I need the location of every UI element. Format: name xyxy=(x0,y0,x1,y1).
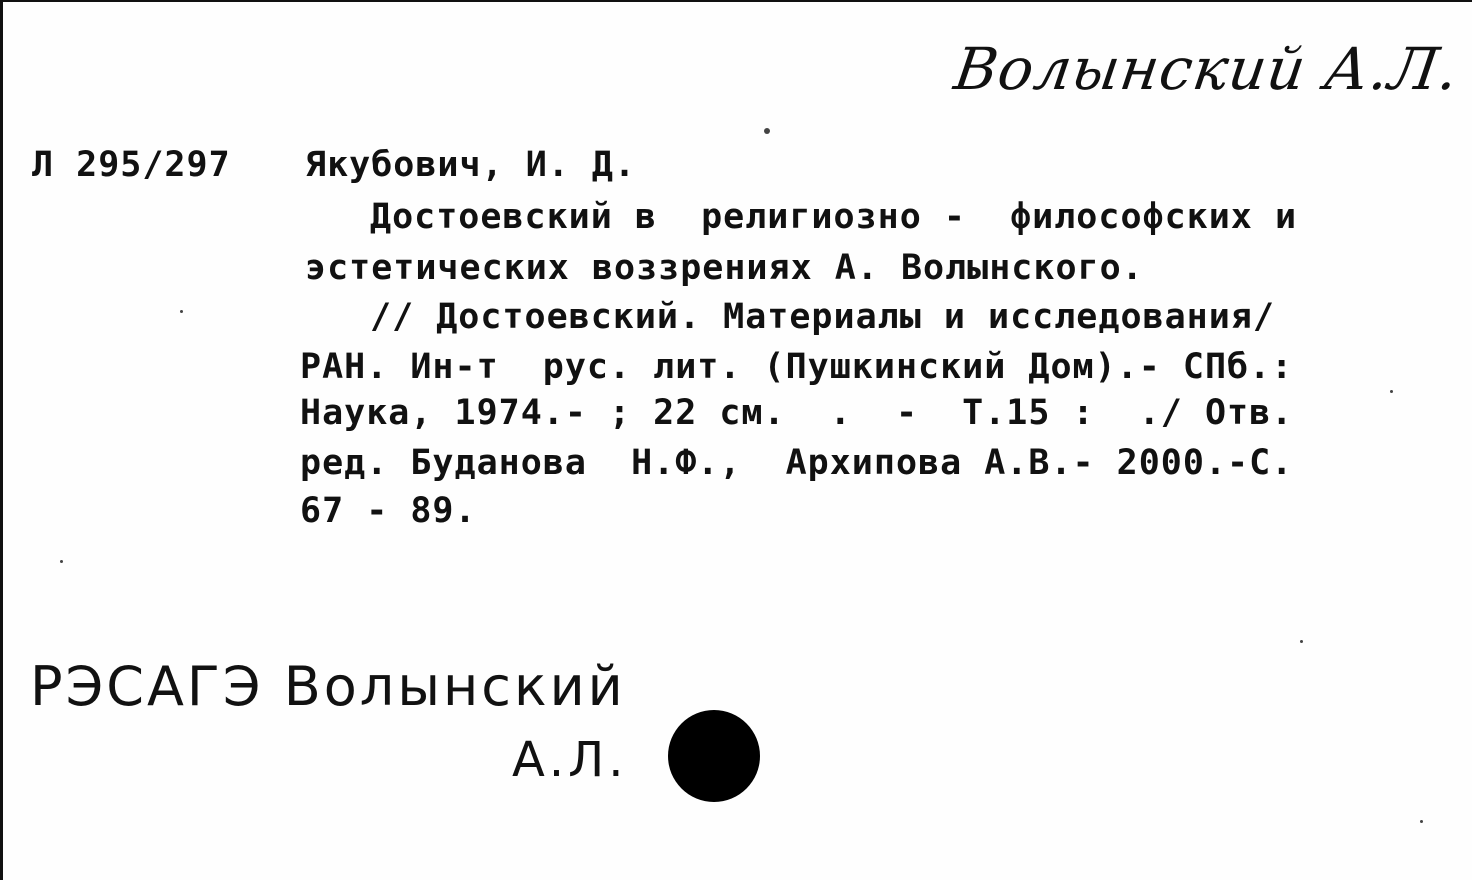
speck xyxy=(1390,390,1393,393)
handwritten-note: РЭСАГЭ Волынский xyxy=(30,655,626,718)
card-left-edge xyxy=(0,0,3,880)
call-number: Л 295/297 xyxy=(32,145,231,185)
body-line: // Достоевский. Материалы и исследования/ xyxy=(370,297,1275,337)
body-line: Наука, 1974.- ; 22 см. . - Т.15 : ./ Отв. xyxy=(300,393,1294,433)
handwritten-note-initials: А.Л. xyxy=(512,732,628,788)
body-line: 67 - 89. xyxy=(300,491,477,531)
body-line: Достоевский в религиозно - философских и xyxy=(370,197,1298,237)
speck xyxy=(180,310,183,313)
body-line: эстетических воззрениях А. Волынского. xyxy=(305,248,1144,288)
body-line: РАН. Ин-т рус. лит. (Пушкинский Дом).- СПб.: xyxy=(300,347,1294,387)
card-top-edge xyxy=(0,0,1472,2)
handwritten-heading: Волынский А.Л. xyxy=(950,35,1464,103)
body-line: ред. Буданова Н.Ф., Архипова А.В.- 2000.-С. xyxy=(300,443,1294,483)
speck xyxy=(764,128,770,134)
speck xyxy=(1420,820,1423,823)
author-name: Якубович, И. Д. xyxy=(305,145,637,185)
speck xyxy=(60,560,63,563)
punch-hole xyxy=(668,710,760,802)
speck xyxy=(1300,640,1303,643)
